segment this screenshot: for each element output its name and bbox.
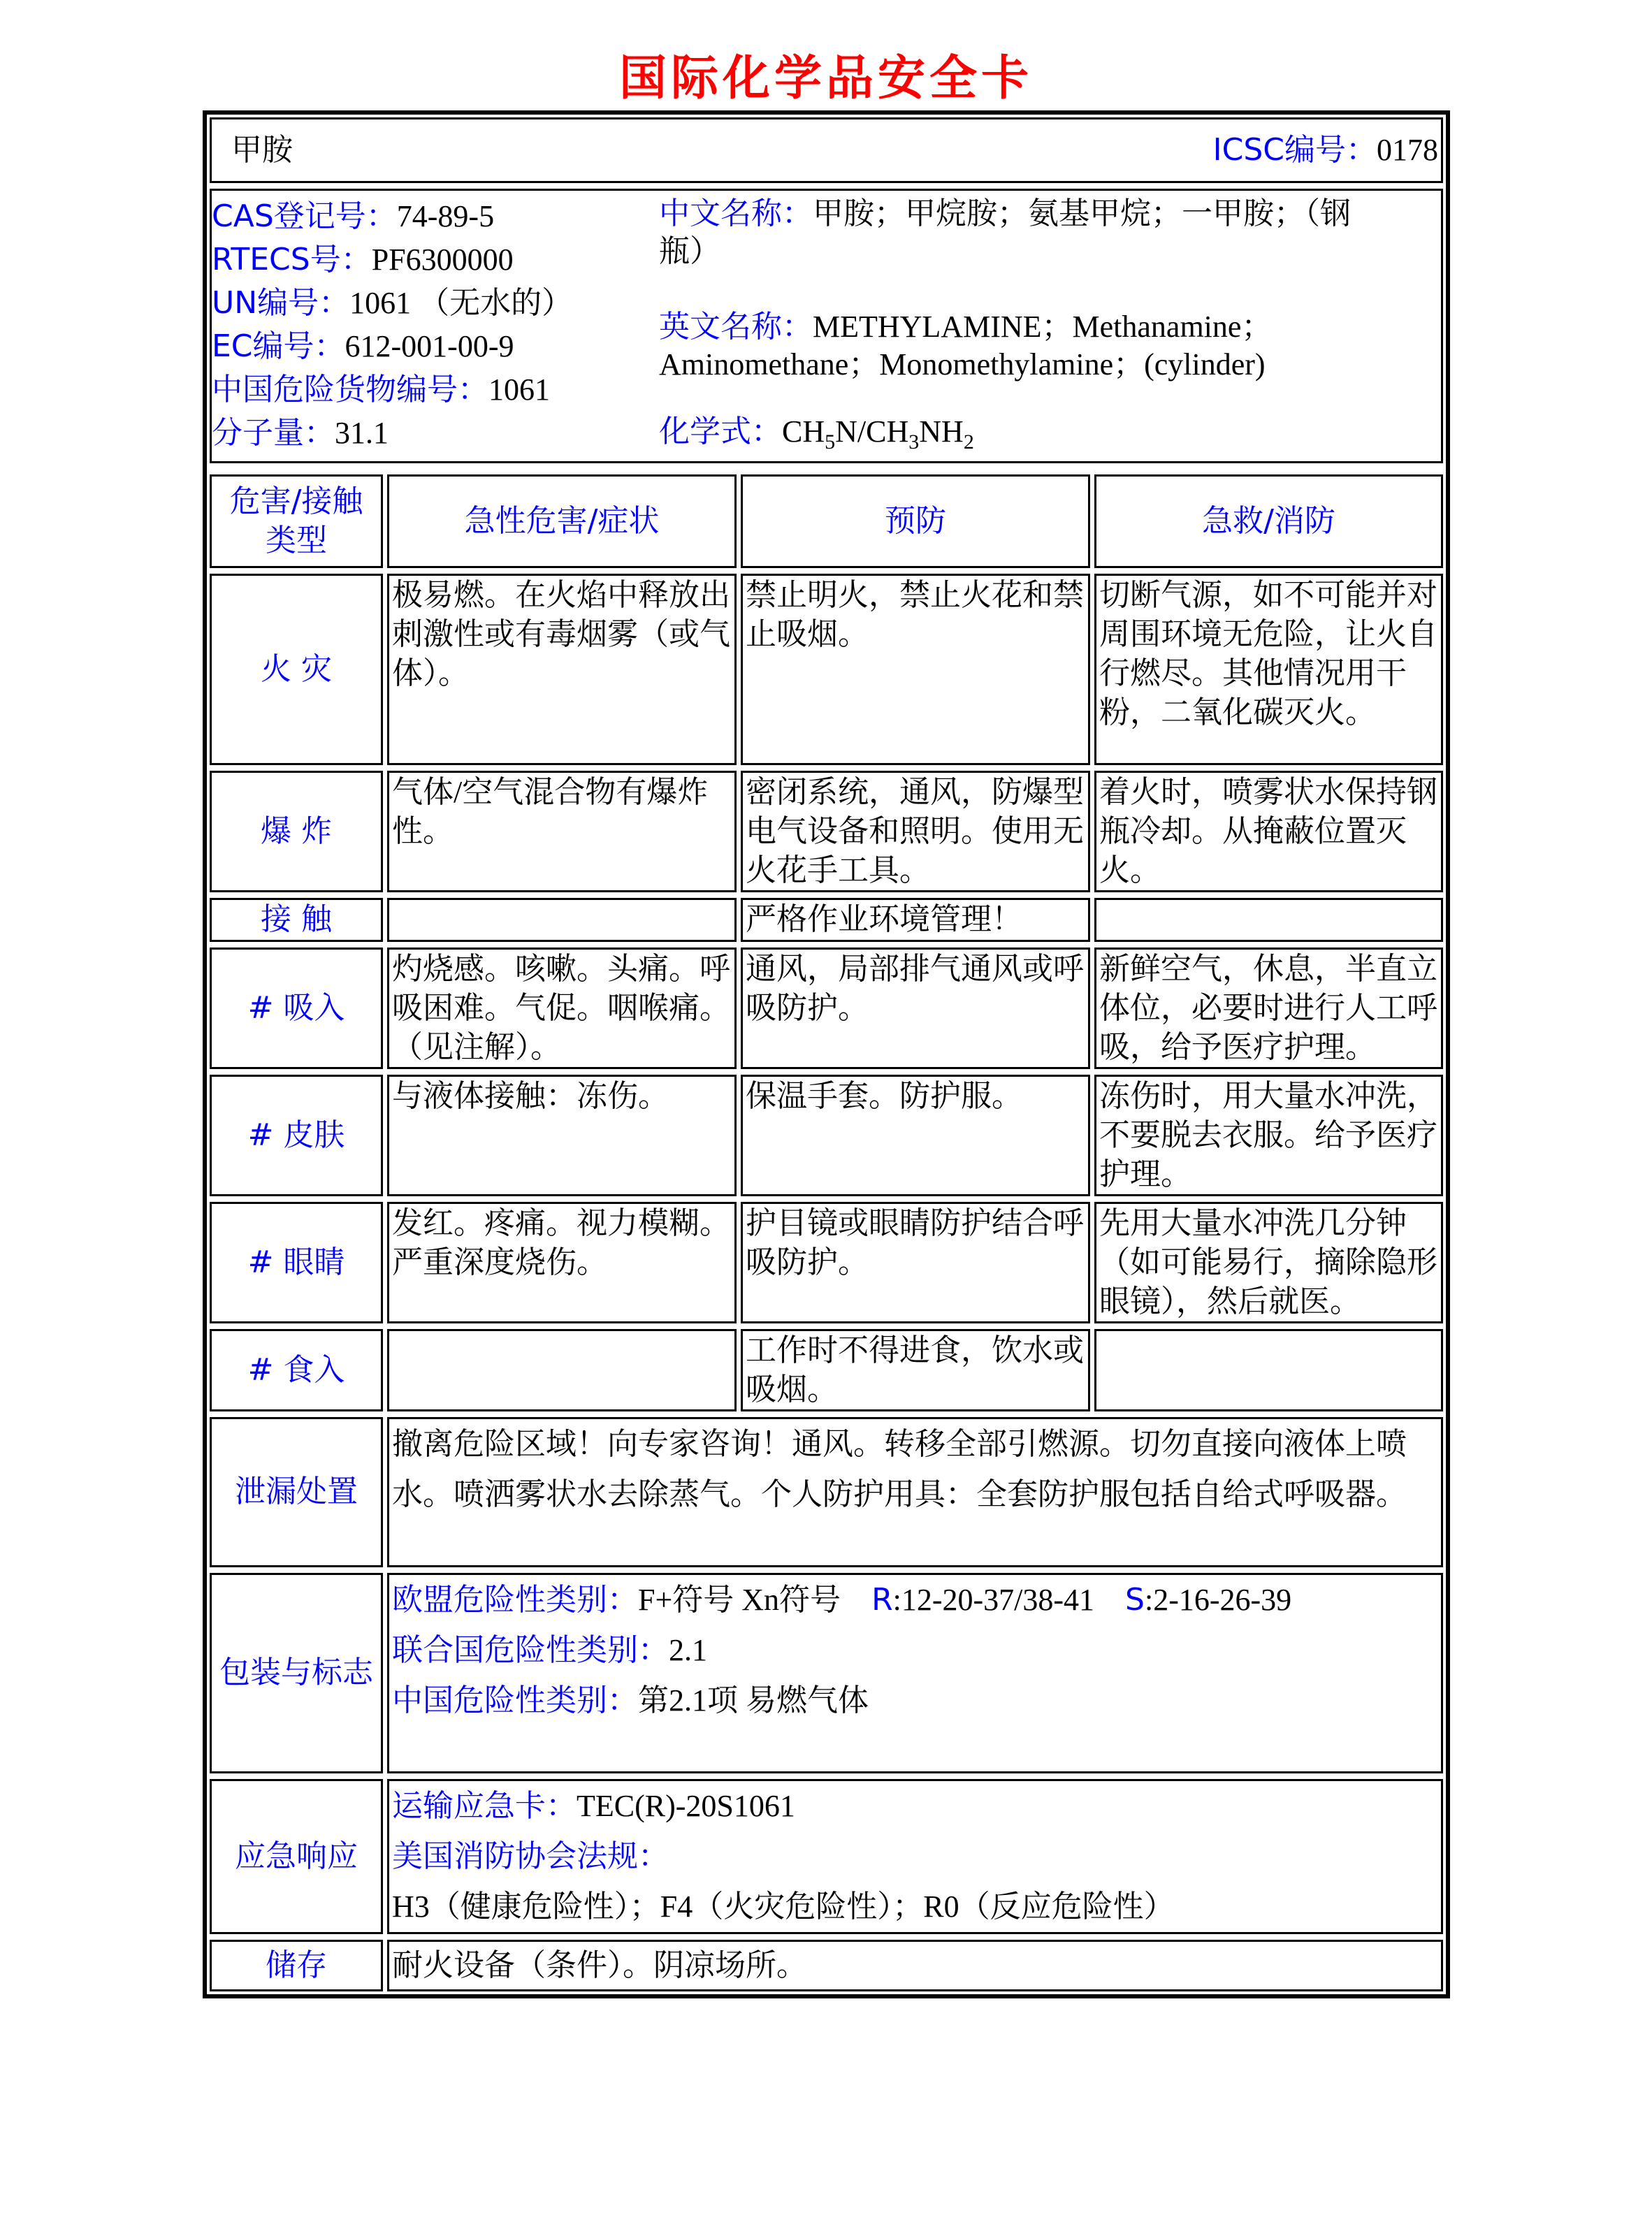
text: 612-001-00-9 [345,329,514,363]
table-cell: 包装与标志 [210,1573,383,1773]
text: :2-16-26-39 [1144,1582,1292,1617]
table-row [210,1202,1443,1323]
table-cell: 与液体接触：冻伤。 [387,1075,737,1196]
cn-hazard-number [212,368,659,412]
text: 化学式： [659,414,782,449]
chinese-name [659,195,1357,308]
table-cell: 冻伤时，用大量水冲洗，不要脱去衣服。给予医疗护理。 [1094,1075,1443,1196]
text: 2.1 [669,1632,707,1667]
text [210,117,1443,463]
table-cell: 泄漏处置 [210,1417,383,1567]
text: NH [919,414,964,449]
text: 0178 [1377,133,1438,167]
emergency-text [387,1779,1443,1934]
text: RTECS号： [212,242,372,277]
table-cell: 着火时，喷雾状水保持钢瓶冷却。从掩蔽位置灭火。 [1094,771,1443,892]
table-cell: 通风，局部排气通风或呼吸防护。 [741,948,1090,1069]
chemical-name: 甲胺 [231,133,293,167]
emergency-row [210,1779,1443,1934]
text: METHYLAMINE；Methanamine；Aminomethane；Monomethylamine；(cylinder) [659,310,1273,382]
text [210,189,1443,463]
text: 中国危险货物编号： [212,372,488,407]
table-cell: # 眼睛 [210,1202,383,1323]
text: 运输应急卡： [392,1787,577,1824]
hazard-table [205,469,1447,1997]
text [392,1676,1438,1726]
table-row [210,574,1443,765]
text: 英文名称： [659,309,813,344]
packaging-row [210,1573,1443,1773]
text: H3（健康危险性）；F4（火灾危险性）；R0（反应危险性） [392,1889,1175,1924]
table-cell: 气体/空气混合物有爆炸性。 [387,771,737,892]
storage-row [210,1940,1443,1991]
table-cell: 工作时不得进食，饮水或吸烟。 [741,1329,1090,1411]
table-cell [387,1329,737,1411]
text: 31.1 [335,416,389,450]
table-cell: 新鲜空气，休息，半直立体位，必要时进行人工呼吸，给予医疗护理。 [1094,948,1443,1069]
text: 第2.1项 易燃气体 [638,1683,869,1718]
table-cell: 发红。疼痛。视力模糊。严重深度烧伤。 [387,1202,737,1323]
table-cell: 爆 炸 [210,771,383,892]
text: 2 [963,430,974,453]
text [210,474,1443,1991]
chemical-formula [659,413,1357,461]
column-header: 急性危害/症状 [387,474,737,568]
table-cell: 储存 [210,1940,383,1991]
table-cell: 极易燃。在火焰中释放出刺激性或有毒烟雾（或气体）。 [387,574,737,765]
table-cell: # 吸入 [210,948,383,1069]
table-row [210,1075,1443,1196]
table-cell: 保温手套。防护服。 [741,1075,1090,1196]
text: PF6300000 [371,242,514,277]
un-number [212,282,659,325]
text: TEC(R)-20S1061 [577,1788,795,1823]
cas-number [212,195,659,238]
text: :12-20-37/38-41 [892,1582,1095,1617]
text: UN编号： [212,285,350,321]
table-cell [387,898,737,942]
table-row [210,1329,1443,1411]
table-row [210,771,1443,892]
table-cell: 护目镜或眼睛防护结合呼吸防护。 [741,1202,1090,1323]
table-cell: 应急响应 [210,1779,383,1934]
text [392,1781,1438,1831]
text: CAS登记号： [212,198,397,234]
text: 5 [825,430,836,453]
text: 分子量： [212,415,335,451]
text: ICSC编号： [1212,132,1377,168]
text: 74-89-5 [396,199,495,233]
table-row [210,898,1443,942]
table-cell: 火 灾 [210,574,383,765]
table-cell: 灼烧感。咳嗽。头痛。呼吸困难。气促。咽喉痛。（见注解）。 [387,948,737,1069]
text: CH [782,414,825,449]
table-cell: 禁止明火，禁止火花和禁止吸烟。 [741,574,1090,765]
storage-text: 耐火设备（条件）。阴凉场所。 [387,1940,1443,1991]
rtecs-number [212,238,659,282]
table-cell: 接 触 [210,898,383,942]
icsc-number [1213,131,1438,170]
text: 3 [908,430,920,453]
text: 甲胺；甲烷胺；氨基甲烷；一甲胺；（钢瓶） [659,196,1351,268]
table-cell: 切断气源，如不可能并对周围环境无危险，让火自行燃尽。其他情况用干粉，二氧化碳灭火。 [1094,574,1443,765]
text: F+符号 Xn符号 [638,1582,841,1617]
table-cell: # 食入 [210,1329,383,1411]
ec-number [212,325,659,368]
english-name [659,308,1357,413]
text [212,191,1441,461]
identifiers-right [659,191,1441,461]
text: 中文名称： [659,196,813,231]
column-header: 危害/接触类型 [210,474,383,568]
identifiers-left [212,191,659,461]
text: 欧盟危险性类别： [392,1581,638,1618]
header-row [210,117,1443,183]
text [392,1625,1438,1676]
column-headers [210,474,1443,568]
column-header: 急救/消防 [1094,474,1443,568]
text: EC编号： [212,328,345,364]
text: 美国消防协会法规： [392,1838,669,1874]
text: 1061 [488,372,550,407]
identifiers-block [210,189,1443,463]
text: 联合国危险性类别： [392,1632,669,1668]
table-cell [1094,898,1443,942]
text: 中国危险性类别： [392,1682,638,1718]
text: 1061 （无水的） [349,286,573,320]
leak-text: 撤离危险区域！向专家咨询！通风。转移全部引燃源。切勿直接向液体上喷水。喷洒雾状水去除蒸气。个人防护用具：全套防护服包括自给式呼吸器。 [387,1417,1443,1567]
table-cell: # 皮肤 [210,1075,383,1196]
text [392,1831,1438,1932]
table-cell [1094,1329,1443,1411]
safety-card [203,110,1450,1998]
table-cell: 密闭系统，通风，防爆型电气设备和照明。使用无火花手工具。 [741,771,1090,892]
table-row [210,948,1443,1069]
text: R [871,1581,893,1618]
text: N/CH [835,414,909,449]
header-table [210,112,1443,469]
page-title: 国际化学品安全卡 [618,51,1033,106]
molecular-weight [212,412,659,455]
table-cell: 先用大量水冲洗几分钟（如可能易行，摘除隐形眼镜），然后就医。 [1094,1202,1443,1323]
text: S [1125,1581,1145,1618]
column-header: 预防 [741,474,1090,568]
leak-row [210,1417,1443,1567]
table-cell: 严格作业环境管理！ [741,898,1090,942]
text [392,1575,1438,1625]
packaging-text [387,1573,1443,1773]
text [210,117,1443,183]
